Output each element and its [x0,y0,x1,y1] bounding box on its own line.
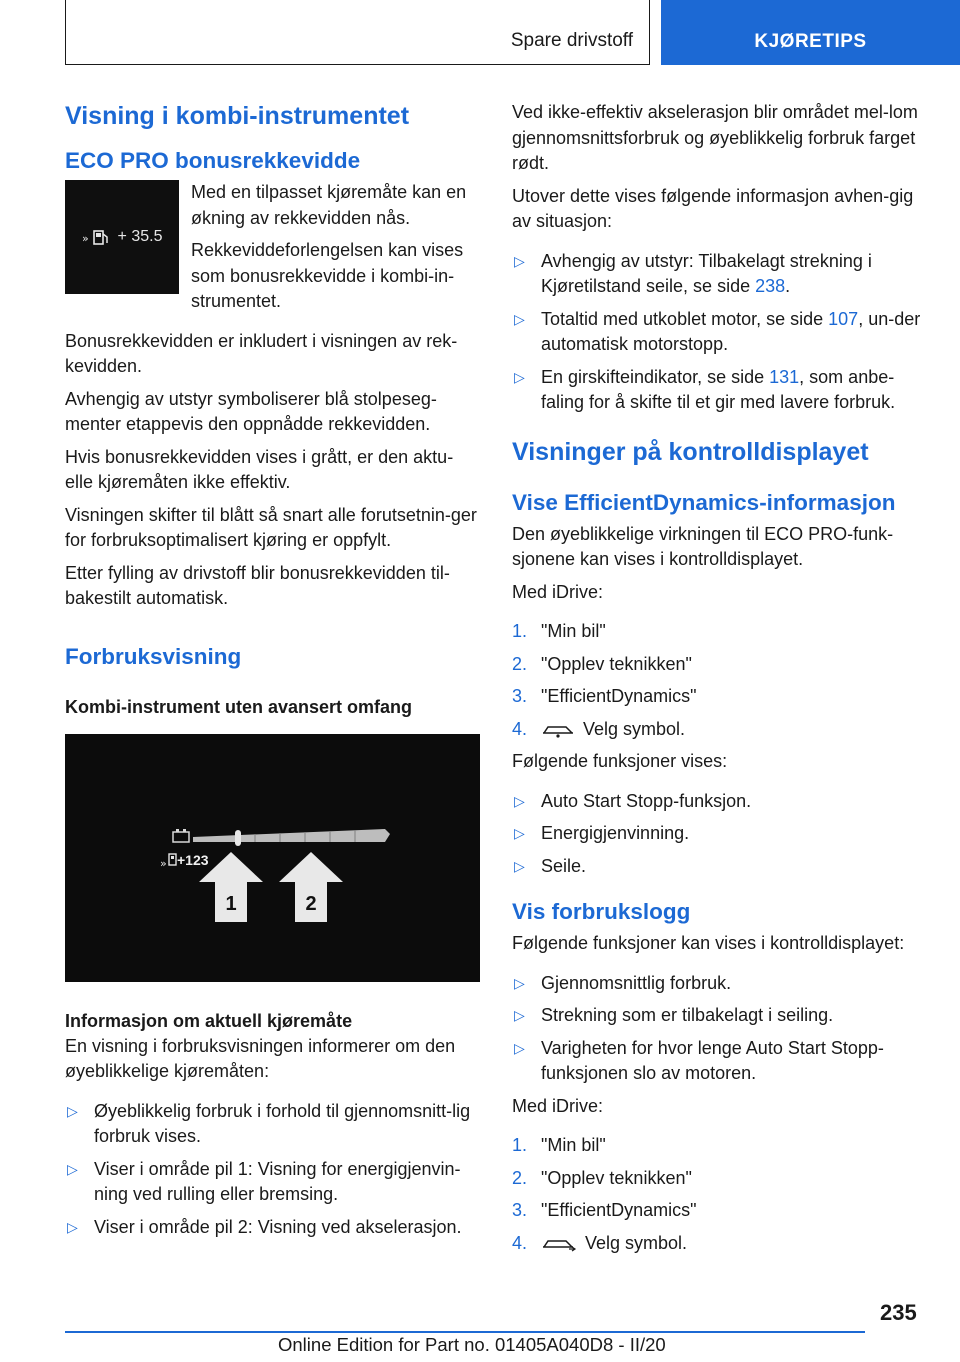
triangle-bullet-icon: ▷ [514,368,525,385]
triangle-bullet-icon: ▷ [514,1039,525,1056]
triangle-bullet-icon: ▷ [67,1102,78,1119]
triangle-bullet-icon: ▷ [514,1007,525,1023]
instrument-subheading: Kombi-instrument uten avansert omfang [65,696,413,717]
page-header [0,0,960,66]
list-item: ▷ Viser i område pil 2: Visning ved akselerasjon. [65,1215,480,1241]
list-item: ▷ Gjennomsnittlig forbruk. [512,971,927,997]
efficientdynamics-heading: Vise EfficientDynamics-informasjon [512,489,896,515]
right-paragraph-2: Utover dette vises følgende informasjon avhen-gig av situasjon: [512,185,914,231]
svg-text:»: » [160,856,167,870]
list-item: 4. Velg symbol. [512,1232,688,1253]
list-item: 2. "Opplev teknikken" [512,1167,692,1188]
display-range-value: +123 [177,851,209,868]
arrow-1-icon [199,852,263,922]
page-link-238[interactable]: 238 [755,276,786,296]
triangle-bullet-icon: ▷ [514,974,525,991]
list-item: ▷ En girskifteindikator, se side 131, som anbe-faling for å skifte til et gir med lavere forbruk. [514,366,896,412]
chapter-title: KJØRETIPS [754,30,867,52]
info-list [65,1099,480,1241]
list-item: ▷ Avhengig av utstyr: Tilbakelagt strekning i Kjøretilstand seile, se side 238. [514,250,872,296]
car-symbol-icon [541,722,575,738]
triangle-bullet-icon: ▷ [67,1160,78,1177]
eco-pro-heading: ECO PRO bonusrekkevidde [65,148,361,173]
situation-list [512,249,927,416]
battery-icon [173,829,189,842]
eco-bonus-value: + 35.5 [117,228,163,245]
list-item: 1. "Min bil" [512,621,606,641]
svg-text:»: » [81,232,89,245]
log-paragraph: Følgende funksjoner kan vises i kontrolldisplayet: [512,933,905,953]
section-title: Spare drivstoff [510,30,633,51]
eco-bonus-range-image [65,180,179,294]
consumption-log-heading: Vis forbrukslogg [512,899,691,924]
page-number: 235 [880,1300,917,1325]
efficientdynamics-paragraph: Den øyeblikkelige virkningen til ECO PRO-funk-sjonene kan vises i kontrolldisplayet. [512,523,894,569]
list-item: ▷ Viser i område pil 1: Visning for energigjenvin-ning ved rulling eller bremsing. [67,1158,461,1204]
right-column [512,100,927,1263]
eco-pro-section [65,180,480,322]
triangle-bullet-icon: ▷ [514,310,525,327]
eco-paragraph-2: Rekkeviddeforlengelsen kan vises som bonusrekkevidde i kombi-in-strumentet. [191,240,464,311]
idrive-steps-1 [512,619,927,742]
list-item: ▷ Energigjenvinning. [512,821,927,847]
idrive-steps-2 [512,1133,927,1256]
triangle-bullet-icon: ▷ [514,825,525,841]
list-item: ▷ Totaltid med utkoblet motor, se side 107, un-der automatisk motorstopp. [514,308,921,354]
list-item: 4. Velg symbol. [512,718,686,739]
list-item: ▷ Seile. [512,854,927,880]
log-list [512,971,927,1087]
list-item: ▷ Øyeblikkelig forbruk i forhold til gjennomsnitt-lig forbruk vises. [67,1100,471,1146]
left-column [65,100,480,1247]
paragraph-4: Avhengig av utstyr symboliserer blå stolpeseg-menter etappevis den oppnådde rekkevidden. [65,388,437,434]
triangle-bullet-icon: ▷ [514,857,525,874]
chapter-tab[interactable] [661,0,960,65]
functions-list [512,789,927,880]
consumption-display-graphic [65,734,480,982]
section-tab[interactable] [65,0,650,65]
right-paragraph-1: Ved ikke-effektiv akselerasjon blir området mel-lom gjennomsnittsforbruk og øyeblikkelig forbruk farget rødt. [512,102,918,173]
paragraph-7: Etter fylling av drivstoff blir bonusrekkevidden til-bakestilt automatisk. [65,562,450,608]
paragraph-6: Visningen skifter til blått så snart alle forutsetnin-ger for forbruksoptimalisert kjøring er oppfylt. [65,504,477,550]
list-item: 2. "Opplev teknikken" [512,653,692,674]
idrive-label: Med iDrive: [512,581,604,602]
edition-text: Online Edition for Part no. 01405A040D8 - II/20 [278,1334,666,1355]
info-paragraph: En visning i forbruksvisningen informerer om den øyeblikkelige kjøremåten: [65,1035,456,1081]
control-display-heading: Visninger på kontrolldisplayet [512,437,869,466]
page-link-107[interactable]: 107 [828,308,859,329]
list-item: 1. "Min bil" [512,1135,606,1155]
triangle-bullet-icon: ▷ [67,1218,78,1235]
main-heading: Visning i kombi-instrumentet [65,102,410,130]
paragraph-5: Hvis bonusrekkevidden vises i grått, er den aktu-elle kjøremåten ikke effektiv. [65,446,454,492]
footer-divider [65,1331,865,1333]
arrow-2-icon [279,852,343,922]
triangle-bullet-icon: ▷ [514,792,525,809]
consumption-display-image [65,734,480,982]
page-link-131[interactable]: 131 [769,366,800,387]
arrow-2-label: 2 [305,892,317,915]
consumption-log-symbol-icon [541,1236,577,1252]
eco-paragraph-1: Med en tilpasset kjøremåte kan en økning av rekkevidden nås. [191,182,467,228]
functions-label: Følgende funksjoner vises: [512,751,728,771]
info-subheading: Informasjon om aktuell kjøremåte [65,1010,353,1031]
fuel-pump-icon [160,854,176,870]
list-item: ▷ Strekning som er tilbakelagt i seiling. [512,1003,927,1029]
idrive-label-2: Med iDrive: [512,1095,604,1116]
list-item: ▷ Auto Start Stopp-funksjon. [512,789,927,815]
list-item: ▷ Varigheten for hvor lenge Auto Start Stopp-funksjonen slo av motoren. [514,1037,884,1083]
list-item: 3. "EfficientDynamics" [512,1200,697,1220]
list-item: 3. "EfficientDynamics" [512,686,697,706]
paragraph-3: Bonusrekkevidden er inkludert i visningen av rek-kevidden. [65,330,458,376]
arrow-1-label: 1 [225,892,237,915]
fuel-pump-icon [82,228,112,246]
consumption-heading: Forbruksvisning [65,643,242,669]
triangle-bullet-icon: ▷ [514,252,525,269]
